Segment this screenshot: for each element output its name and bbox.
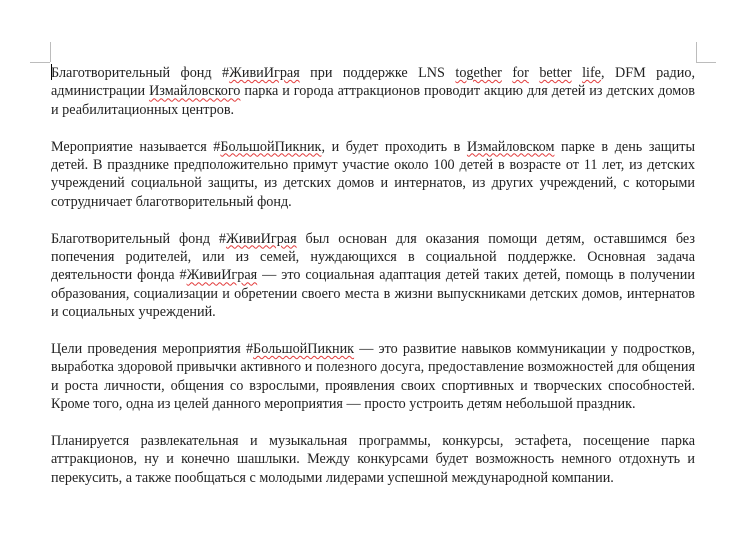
paragraph-text: при поддержке LNS: [299, 65, 456, 81]
misspelled-word[interactable]: БольшойПикник: [253, 341, 355, 358]
margin-corner-mark-top-right: [696, 42, 697, 62]
paragraph-text: Благотворительный фонд #: [51, 65, 230, 81]
misspelled-word[interactable]: together: [455, 65, 502, 81]
paragraph-text: , DFM радио, администрации: [51, 65, 696, 100]
paragraph-text: [502, 65, 512, 81]
margin-corner-mark-top-left: [30, 62, 50, 63]
paragraph-text: — это развитие навыков коммуникации у подростков, выработка здоровой привычки активного и полезного досуга, предоставление возможностей для общения и роста личности, общения со взрослыми, проявления своих спортивных и творческих способностей. Кроме того, одна из целей данного мероприятия — просто устроить детям небольшой праздник.: [51, 341, 695, 413]
misspelled-word[interactable]: БольшойПикник: [220, 138, 322, 155]
paragraph-text: был основан для оказания помощи детям, оставшимся без попечения родителей, или из семей, нуждающихся в социальной поддержке. Основная задача деятельности фонда #: [51, 230, 695, 284]
margin-corner-mark-top-right: [696, 62, 716, 63]
paragraph-text: парке в день защиты детей. В празднике предположительно примут участие около 100 детей в возрасте от 11 лет, из детских учреждений социальной защиты, из детских домов и интернатов, из других учреждений, с которыми сотрудничает благотворительный фонд.: [51, 138, 696, 210]
paragraph-text: Мероприятие называется #: [51, 138, 221, 155]
paragraph-text: Цели проведения мероприятия #: [51, 341, 254, 358]
paragraph-text: — это социальная адаптация детей таких детей, помощь в получении образования, социализации и обретении своего места в жизни выпускниками детских домов, интернатов и социальных учреждений.: [51, 267, 695, 321]
misspelled-word[interactable]: for: [512, 65, 529, 81]
misspelled-word[interactable]: better: [539, 65, 572, 81]
misspelled-word[interactable]: ЖивиИграя: [226, 230, 297, 247]
misspelled-word[interactable]: life: [582, 65, 601, 81]
paragraph-4[interactable]: [51, 340, 695, 414]
paragraph-1[interactable]: [51, 64, 695, 119]
paragraph-5[interactable]: [51, 432, 695, 487]
document-body[interactable]: [51, 64, 695, 506]
misspelled-word[interactable]: ЖивиИграя: [186, 267, 258, 284]
paragraph-3[interactable]: [51, 230, 695, 322]
misspelled-word[interactable]: ЖивиИграя: [229, 65, 300, 81]
paragraph-text: , и будет проходить в: [321, 138, 467, 155]
paragraph-text: Планируется развлекательная и музыкальная программы, конкурсы, эстафета, посещение парка аттракционов, ну и конечно шашлыки. Между конкурсами будет возможность немного отдохнуть и перекусить, а также пообщаться с молодыми лидерами успешной международной компании.: [51, 433, 695, 486]
misspelled-word[interactable]: Измайловского: [149, 83, 241, 100]
margin-corner-mark-top-left: [50, 42, 51, 62]
paragraph-text: [529, 65, 539, 81]
misspelled-word[interactable]: Измайловском: [466, 138, 555, 155]
paragraph-text: [572, 65, 582, 81]
paragraph-text: Благотворительный фонд #: [51, 230, 227, 247]
paragraph-text: парка и города аттракционов проводит акцию для детей из детских домов и реабилитационных центров.: [51, 83, 695, 118]
paragraph-2[interactable]: [51, 138, 695, 212]
